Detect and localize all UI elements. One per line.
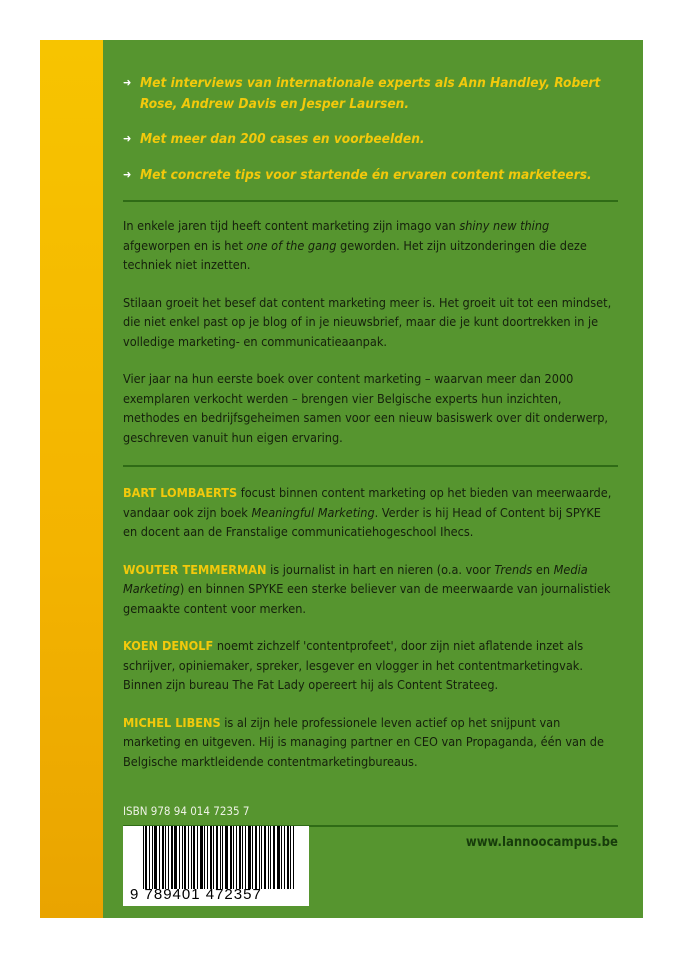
barcode-bar	[242, 826, 243, 889]
barcode-bar	[281, 826, 282, 889]
highlight-item: ➜ Met meer dan 200 cases en voorbeelden.	[123, 129, 618, 150]
arrow-icon: ➜	[123, 167, 132, 181]
barcode-bar	[216, 826, 218, 889]
barcode-bar	[193, 826, 195, 889]
divider	[123, 465, 618, 467]
barcode-bar	[145, 826, 147, 889]
barcode-bar	[270, 826, 271, 889]
barcode-bar	[268, 826, 269, 889]
barcode-bar	[204, 826, 205, 889]
publisher-url: www.lannoocampus.be	[465, 835, 618, 850]
barcode-bar	[179, 826, 180, 889]
barcode-bar	[197, 826, 198, 889]
author-bio: WOUTER TEMMERMAN is journalist in hart en nieren (o.a. voor Trends en Media Marketing) en binnen SPYKE een sterke believer van de meerwaarde van journalistiek gemaakte content voor merken.	[123, 561, 611, 616]
barcode-bar	[248, 826, 251, 889]
barcode-bar	[255, 826, 257, 889]
barcode-bar	[284, 826, 285, 889]
barcode-bar	[220, 826, 221, 889]
author-bio: MICHEL LIBENS is al zijn hele professionele leven actief op het snijpunt van marketing en uitgeven. Hij is managing partner en CEO van Propaganda, één van de Belgische marktleidende contentmarketingbureaus.	[123, 714, 604, 769]
arrow-icon: ➜	[123, 132, 132, 145]
highlights-list	[123, 73, 618, 185]
barcode-bar	[252, 826, 253, 889]
barcode-bar	[245, 826, 246, 889]
barcode-bar	[213, 826, 214, 889]
barcode-bar	[287, 826, 289, 889]
isbn-text: ISBN 978 94 014 7235 7	[123, 804, 250, 818]
barcode-bar	[264, 826, 266, 889]
arrow-icon: ➜	[123, 76, 132, 89]
barcode-bar	[259, 826, 260, 889]
barcode-bar	[154, 826, 157, 889]
barcode-bar	[239, 826, 241, 889]
barcode-bar	[162, 826, 164, 889]
barcode-bar	[225, 826, 228, 889]
author-bio: KOEN DENOLF noemt zichzelf 'contentprofeet', door zijn niet aflatende inzet als schrijver, opiniemaker, spreker, lesgever en vlogger in het contentmarketingvak. Binnen zijn bureau The Fat Lady opereert hij als Content Strateeg.	[123, 638, 584, 692]
barcode-bar	[159, 826, 160, 889]
barcode-bar	[233, 826, 234, 889]
barcode-bar	[236, 826, 237, 889]
author-bio: BART LOMBAERTS focust binnen content marketing op het bieden van meerwaarde, vandaar ook zijn boek Meaningful Marketing. Verder is hij Head of Content bij SPYKE en docent aan de Franstalige communicatiehogeschool Ihecs.	[123, 485, 612, 539]
intro-paragraph: Stilaan groeit het besef dat content marketing meer is. Het groeit uit tot een mindset, die niet enkel past op je blog of in je nieuwsbrief, maar die je kunt doortrekken in je volledige marketing- en communicatieaanpak.	[123, 294, 612, 349]
barcode-bar	[261, 826, 262, 889]
barcode-bar	[293, 826, 294, 889]
highlight-item: ➜ Met concrete tips voor startende én ervaren content marketeers.	[123, 165, 618, 186]
barcode-bar	[152, 826, 153, 889]
barcode-bar	[210, 826, 212, 889]
barcode-number: 9 789401 472357	[130, 886, 262, 903]
barcode-bar	[188, 826, 189, 889]
barcode-bar	[207, 826, 208, 889]
book-back-cover	[40, 40, 643, 918]
barcode-bar	[277, 826, 280, 889]
barcode-bar	[200, 826, 203, 889]
intro-paragraph: In enkele jaren tijd heeft content marketing zijn imago van shiny new thing afgeworpen en is het one of the gang geworden. Het zijn uitzonderingen die deze techniek niet inzetten.	[123, 218, 587, 272]
divider	[123, 200, 618, 202]
barcode-bar	[182, 826, 183, 889]
barcode-bar	[168, 826, 169, 889]
barcode-bar	[222, 826, 223, 889]
barcode	[123, 826, 309, 906]
barcode-bar	[230, 826, 232, 889]
barcode-bar	[165, 826, 166, 889]
barcode-bar	[143, 826, 144, 889]
barcode-bar	[174, 826, 177, 889]
intro-text	[123, 216, 618, 447]
yellow-spine-strip	[40, 40, 103, 918]
barcode-bar	[273, 826, 275, 889]
barcode-bar	[171, 826, 173, 889]
barcode-bar	[149, 826, 150, 889]
barcode-bar	[290, 826, 291, 889]
barcode-bar	[191, 826, 192, 889]
intro-paragraph: Vier jaar na hun eerste boek over content marketing – waarvan meer dan 2000 exemplaren verkocht werden – brengen vier Belgische experts hun inzichten, methodes en bedrijfsgeheimen samen voor een nieuw basiswerk over dit onderwerp, geschreven vanuit hun eigen ervaring.	[123, 371, 608, 445]
author-bios	[123, 483, 618, 771]
barcode-bar	[184, 826, 186, 889]
highlight-item: ➜ Met interviews van internationale experts als Ann Handley, Robert Rose, Andrew Davis en Jesper Laursen.	[123, 75, 601, 112]
